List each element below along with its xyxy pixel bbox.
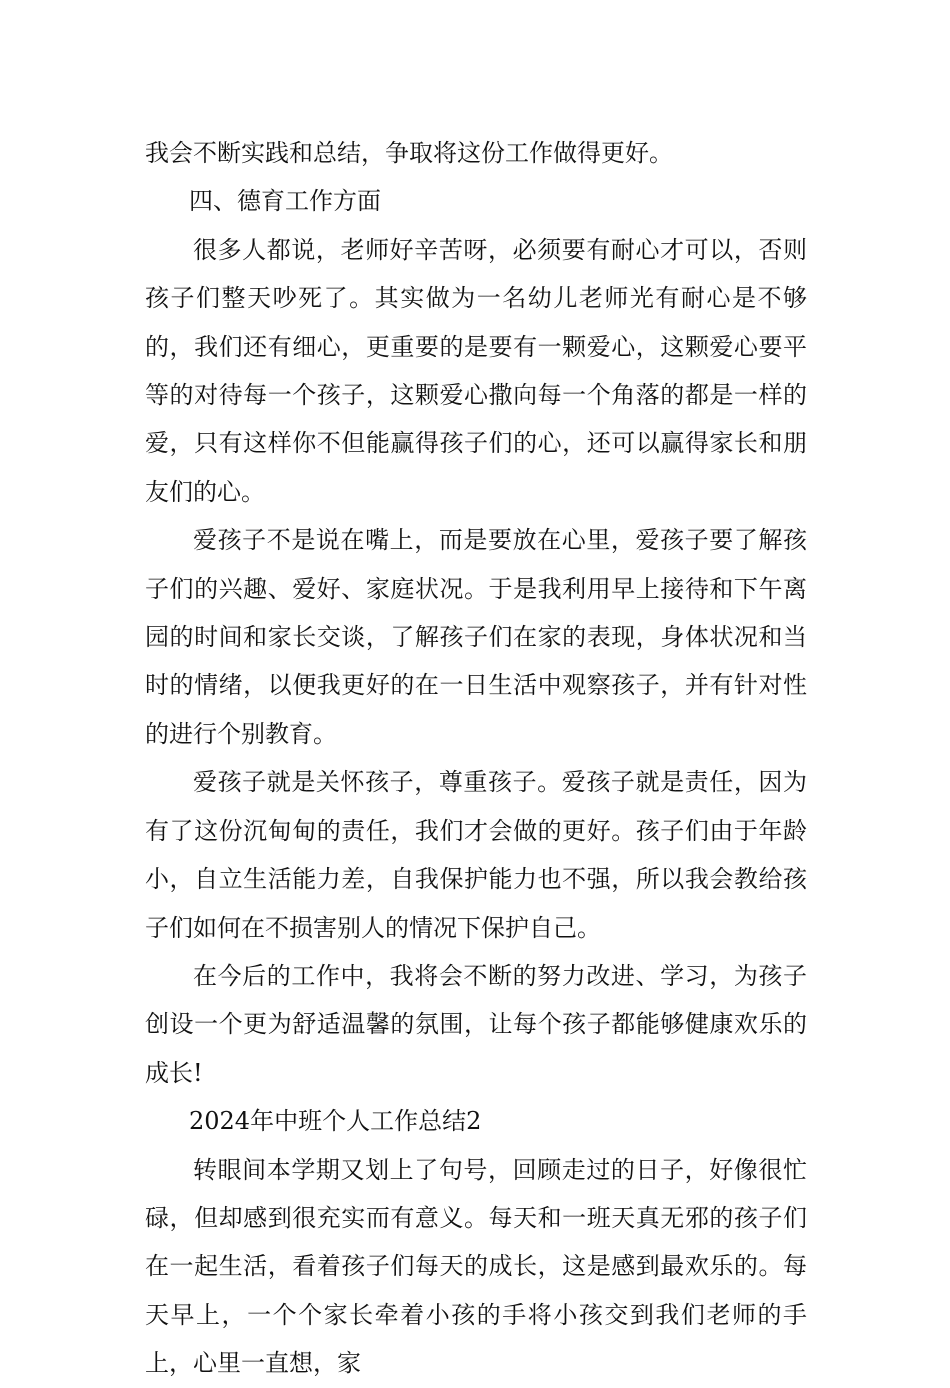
paragraph: 爱孩子就是关怀孩子，尊重孩子。爱孩子就是责任，因为有了这份沉甸甸的责任，我们才会做的更好。孩子们由于年龄小，自立生活能力差，自我保护能力也不强，所以我会教给孩子们如何在不损害别人的情况下保护自己。	[145, 768, 807, 942]
paragraph: 爱孩子不是说在嘴上，而是要放在心里，爱孩子要了解孩子们的兴趣、爱好、家庭状况。于是我利用早上接待和下午离园的时间和家长交谈，了解孩子们在家的表现，身体状况和当时的情绪，以便我更好的在一日生活中观察孩子，并有针对性的进行个别教育。	[145, 526, 807, 748]
paragraph: 转眼间本学期又划上了句号，回顾走过的日子，好像很忙碌，但却感到很充实而有意义。每天和一班天真无邪的孩子们在一起生活，看着孩子们每天的成长，这是感到最欢乐的。每天早上，一个个家长牵着小孩的手将小孩交到我们老师的手上，心里一直想，家	[145, 1155, 807, 1378]
paragraph: 很多人都说，老师好辛苦呀，必须要有耐心才可以，否则孩子们整天吵死了。其实做为一名幼儿老师光有耐心是不够的，我们还有细心，更重要的是要有一颗爱心，这颗爱心要平等的对待每一个孩子，这颗爱心撒向每一个角落的都是一样的爱，只有这样你不但能赢得孩子们的心，还可以赢得家长和朋友们的心。	[145, 235, 807, 506]
document-body	[145, 129, 807, 1388]
section-heading-summary-2: 2024年中班个人工作总结2	[189, 1107, 482, 1136]
paragraph-continued: 我会不断实践和总结，争取将这份工作做得更好。	[145, 139, 673, 167]
section-heading-moral-education: 四、德育工作方面	[189, 187, 381, 216]
paragraph: 在今后的工作中，我将会不断的努力改进、学习，为孩子创设一个更为舒适温馨的氛围，让每个孩子都能够健康欢乐的成长!	[145, 961, 807, 1087]
